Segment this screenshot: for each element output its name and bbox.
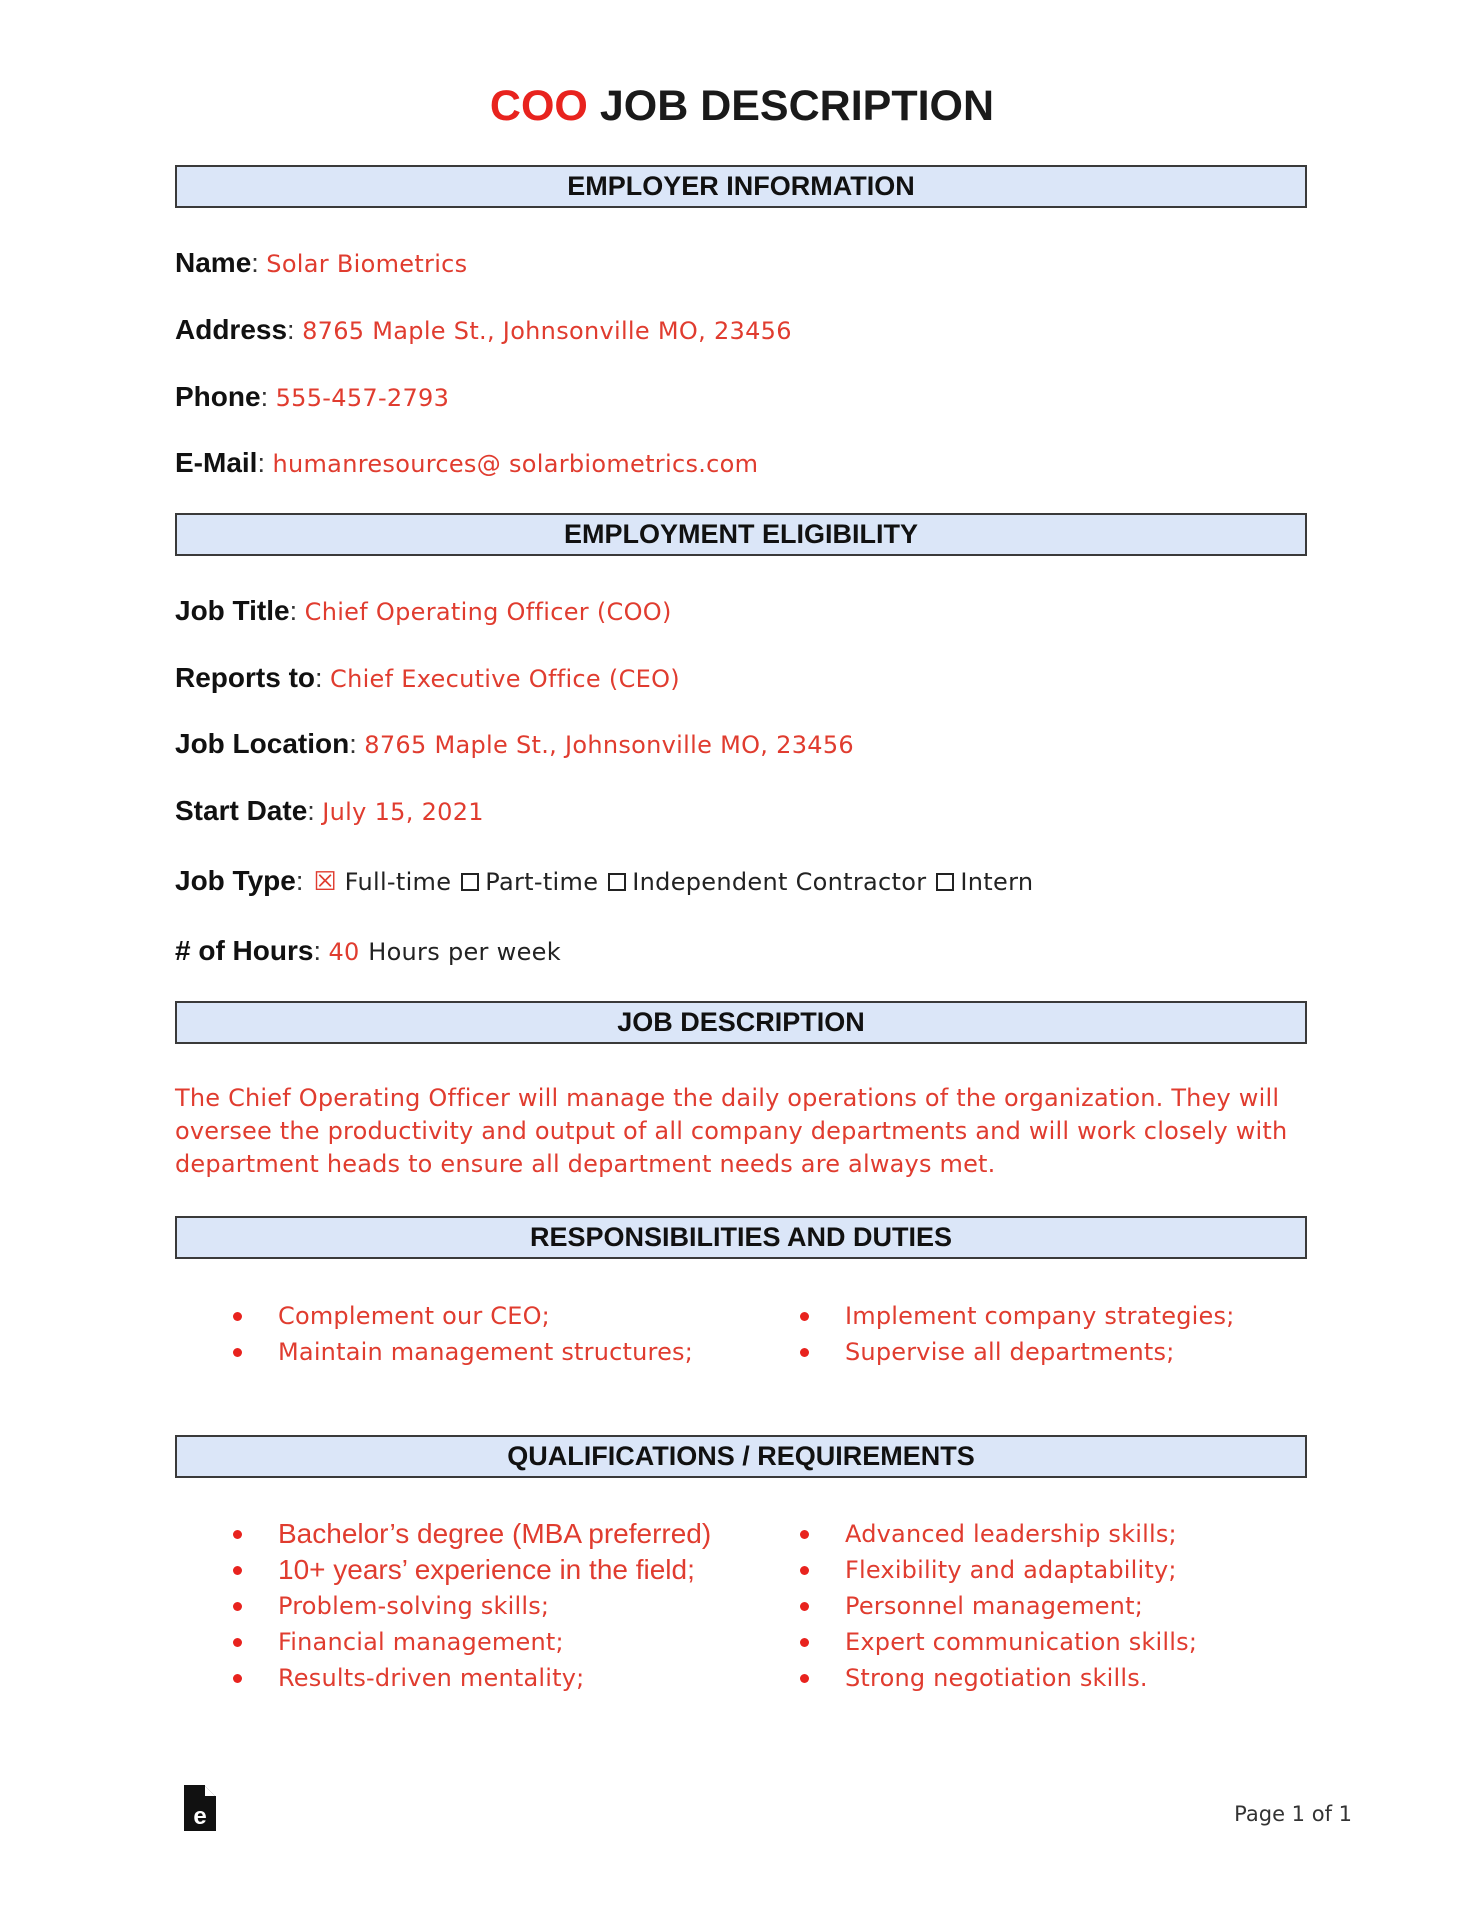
bullet-icon [233, 1602, 242, 1611]
bullet-icon [233, 1566, 242, 1575]
hours-label: # of Hours [175, 935, 314, 966]
job-title-value: Chief Operating Officer (COO) [304, 598, 672, 626]
job-type-contractor: Independent Contractor [632, 868, 927, 896]
reports-to-label: Reports to [175, 662, 315, 693]
qualifications-list-right [800, 1516, 1197, 1696]
bullet-icon [800, 1312, 809, 1321]
list-item: Implement company strategies; [800, 1298, 1234, 1334]
bullet-icon [800, 1530, 809, 1539]
bullet-icon [800, 1602, 809, 1611]
employer-name: Solar Biometrics [266, 250, 468, 278]
start-date-value: July 15, 2021 [322, 798, 484, 826]
duties-list-right [800, 1298, 1234, 1370]
reports-to-row: Reports to: Chief Executive Office (CEO) [175, 662, 680, 693]
name-label: Name [175, 247, 252, 278]
section-header-eligibility: EMPLOYMENT ELIGIBILITY [175, 513, 1307, 556]
section-header-qualifications: QUALIFICATIONS / REQUIREMENTS [175, 1435, 1307, 1478]
email-label: E-Mail [175, 447, 258, 478]
bullet-icon [233, 1348, 242, 1357]
employer-address: 8765 Maple St., Johnsonville MO, 23456 [302, 317, 792, 345]
bullet-icon [800, 1674, 809, 1683]
list-item: 10+ years’ experience in the field; [233, 1552, 711, 1588]
list-item: Problem-solving skills; [233, 1588, 711, 1624]
job-description-text: The Chief Operating Officer will manage the daily operations of the organization. They will oversee the productivity and output of all company departments and will work closely with department heads to ensure all department needs are always met. [175, 1084, 1288, 1178]
start-date-label: Start Date [175, 795, 308, 826]
reports-to-value: Chief Executive Office (CEO) [330, 665, 680, 693]
list-item: Strong negotiation skills. [800, 1660, 1197, 1696]
hours-suffix: Hours per week [368, 938, 561, 966]
list-item: Expert communication skills; [800, 1624, 1197, 1660]
title-rest: JOB DESCRIPTION [599, 82, 995, 130]
list-item: Bachelor’s degree (MBA preferred) [233, 1516, 711, 1552]
eforms-logo-icon [182, 1783, 218, 1833]
list-item: Flexibility and adaptability; [800, 1552, 1197, 1588]
list-item: Personnel management; [800, 1588, 1197, 1624]
unchecked-box-icon[interactable] [608, 873, 626, 891]
qualifications-list-left [233, 1516, 711, 1696]
job-type-row: Job Type: ☒ Full-time Part-time Independent Contractor Intern [175, 865, 1034, 897]
hours-row: # of Hours: 40 Hours per week [175, 935, 561, 966]
checked-box-icon[interactable]: ☒ [313, 867, 337, 897]
job-location-label: Job Location [175, 728, 350, 759]
section-header-duties: RESPONSIBILITIES AND DUTIES [175, 1216, 1307, 1259]
job-location-row: Job Location: 8765 Maple St., Johnsonville MO, 23456 [175, 728, 854, 759]
employer-email: humanresources@ solarbiometrics.com [272, 450, 759, 478]
start-date-row: Start Date: July 15, 2021 [175, 795, 484, 826]
bullet-icon [800, 1348, 809, 1357]
bullet-icon [233, 1638, 242, 1647]
duties-list-left [233, 1298, 693, 1370]
job-location-value: 8765 Maple St., Johnsonville MO, 23456 [364, 731, 854, 759]
job-type-intern: Intern [960, 868, 1034, 896]
bullet-icon [233, 1530, 242, 1539]
list-item: Maintain management structures; [233, 1334, 693, 1370]
job-title-label: Job Title [175, 595, 290, 626]
logo-letter: e [193, 1803, 207, 1830]
section-header-description: JOB DESCRIPTION [175, 1001, 1307, 1044]
list-item: Supervise all departments; [800, 1334, 1234, 1370]
list-item: Financial management; [233, 1624, 711, 1660]
job-title-row: Job Title: Chief Operating Officer (COO) [175, 595, 672, 626]
unchecked-box-icon[interactable] [936, 873, 954, 891]
employer-address-row: Address: 8765 Maple St., Johnsonville MO, 23456 [175, 314, 792, 345]
phone-label: Phone [175, 381, 261, 412]
list-item: Results-driven mentality; [233, 1660, 711, 1696]
job-type-label: Job Type [175, 865, 296, 896]
bullet-icon [233, 1312, 242, 1321]
title-accent: COO [489, 82, 588, 130]
unchecked-box-icon[interactable] [461, 873, 479, 891]
list-item: Complement our CEO; [233, 1298, 693, 1334]
bullet-icon [800, 1638, 809, 1647]
employer-email-row: E-Mail: humanresources@ solarbiometrics.com [175, 447, 759, 478]
list-item: Advanced leadership skills; [800, 1516, 1197, 1552]
employer-name-row: Name: Solar Biometrics [175, 247, 468, 278]
page-number: Page 1 of 1 [1234, 1802, 1352, 1826]
job-type-full-time: Full-time [344, 868, 452, 896]
section-header-employer: EMPLOYER INFORMATION [175, 165, 1307, 208]
address-label: Address [175, 314, 288, 345]
bullet-icon [800, 1566, 809, 1575]
hours-value: 40 [328, 938, 360, 966]
employer-phone: 555-457-2793 [275, 384, 450, 412]
document-title [0, 82, 1484, 131]
employer-phone-row: Phone: 555-457-2793 [175, 381, 450, 412]
job-type-part-time: Part-time [485, 868, 599, 896]
bullet-icon [233, 1674, 242, 1683]
